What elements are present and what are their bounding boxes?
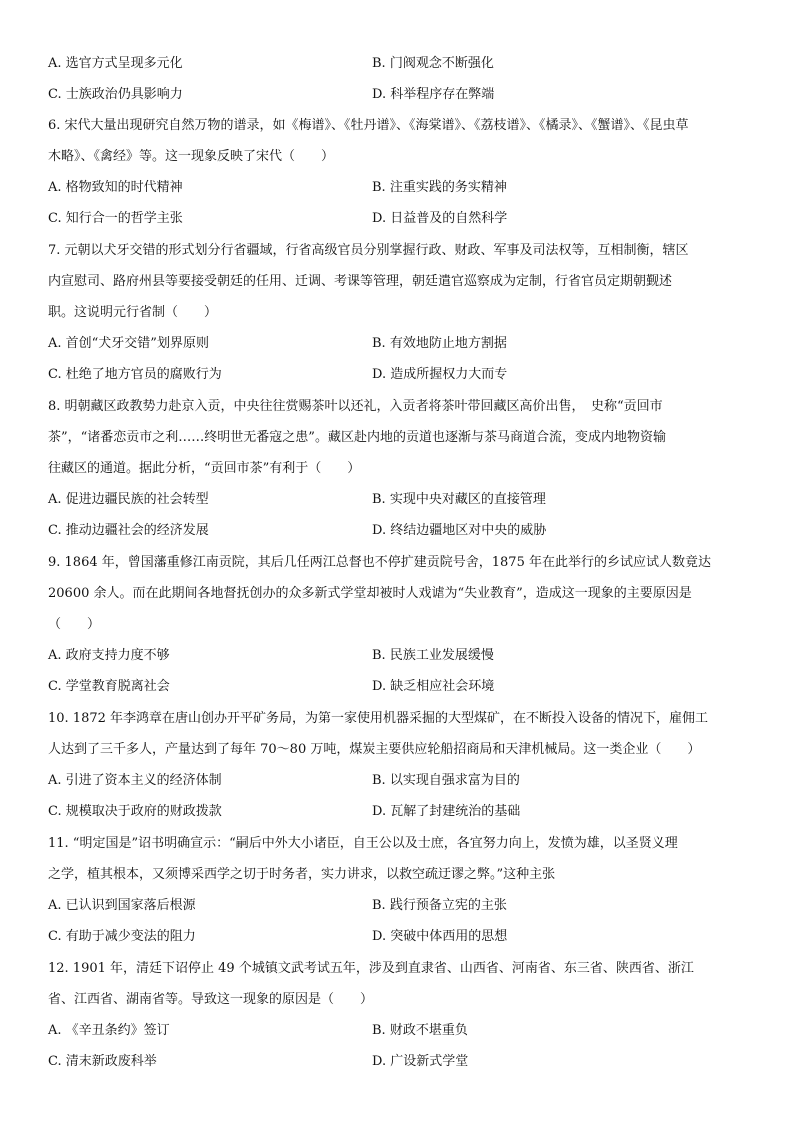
q7-option-a: A. 首创“犬牙交错”划界原则 [48,336,209,351]
q6-option-b: B. 注重实践的务实精神 [372,180,507,195]
q8-stem-line-1: 8. 明朝藏区政教势力赴京入贡，中央往往赏赐茶叶以还礼，入贡者将茶叶带回藏区高价出售， 史称“贡回市 [48,399,663,414]
q7-option-b: B. 有效地防止地方割据 [372,336,507,351]
q5-option-a: A. 选官方式呈现多元化 [48,56,183,71]
q8-option-c: C. 推动边疆社会的经济发展 [48,523,209,538]
q10-option-d: D. 瓦解了封建统治的基础 [372,804,521,819]
q11-option-b: B. 践行预备立宪的主张 [372,898,507,913]
q5-option-d: D. 科举程序存在弊端 [372,87,495,102]
q12-stem-line-1: 12. 1901 年，清廷下诏停止 49 个城镇文武考试五年，涉及到直隶省、山西省、河南省、东三省、陕西省、浙江 [48,961,694,976]
q6-stem-line-1: 6. 宋代大量出现研究自然万物的谱录，如《梅谱》、《牡丹谱》、《海棠谱》、《荔枝谱》、《橘录》、《蟹谱》、《昆虫草 [48,118,689,133]
q9-stem-line-3: （ ） [48,617,101,632]
q8-stem-line-2: 茶”，“诸番恋贡市之利……终明世无番寇之患”。藏区赴内地的贡道也逐渐与茶马商道合流，变成内地物资输 [48,430,666,445]
q7-stem-line-3: 职。这说明元行省制（ ） [48,305,218,320]
q10-option-a: A. 引进了资本主义的经济体制 [48,773,222,788]
q6-option-d: D. 日益普及的自然科学 [372,211,508,226]
q6-stem-line-2: 木略》、《禽经》等。这一现象反映了宋代（ ） [48,149,335,164]
q9-option-b: B. 民族工业发展缓慢 [372,648,494,663]
q8-option-a: A. 促进边疆民族的社会转型 [48,492,209,507]
q7-stem-line-2: 内宣慰司、路府州县等要接受朝廷的任用、迁调、考课等管理，朝廷遣官巡察成为定制，行省官员定期朝觐述 [48,274,673,289]
q7-stem-line-1: 7. 元朝以犬牙交错的形式划分行省疆域，行省高级官员分别掌握行政、财政、军事及司法权等，互相制衡，辖区 [48,243,689,258]
q9-stem-line-1: 9. 1864 年，曾国藩重修江南贡院，其后几任两江总督也不停扩建贡院号舍，1875 年在此举行的乡试应试人数竟达 [48,555,711,570]
q11-option-d: D. 突破中体西用的思想 [372,929,508,944]
q12-option-a: A. 《辛丑条约》签订 [48,1023,170,1038]
q6-option-c: C. 知行合一的哲学主张 [48,211,183,226]
q5-option-c: C. 士族政治仍具影响力 [48,87,183,102]
q10-stem-line-2: 人达到了三千多人，产量达到了每年 70～80 万吨，煤炭主要供应轮船招商局和天津机械局。这一类企业（ ） [48,742,701,757]
q9-option-a: A. 政府支持力度不够 [48,648,170,663]
q8-stem-line-3: 往藏区的通道。据此分析，“贡回市茶”有利于（ ） [48,461,361,476]
q8-option-d: D. 终结边疆地区对中央的威胁 [372,523,547,538]
q10-stem-line-1: 10. 1872 年李鸿章在唐山创办开平矿务局，为第一家使用机器采掘的大型煤矿，在不断投入设备的情况下，雇佣工 [48,711,709,726]
q12-option-d: D. 广设新式学堂 [372,1054,469,1069]
q9-option-c: C. 学堂教育脱离社会 [48,679,170,694]
q12-option-b: B. 财政不堪重负 [372,1023,468,1038]
q5-option-b: B. 门阀观念不断强化 [372,56,494,71]
q12-stem-line-2: 省、江西省、湖南省等。导致这一现象的原因是（ ） [48,992,374,1007]
q11-stem-line-1: 11. “明定国是”诏书明确宣示：“嗣后中外大小诸臣，自王公以及士庶，各宜努力向上，发愤为雄，以圣贤义理 [48,836,678,851]
q12-option-c: C. 清末新政废科举 [48,1054,157,1069]
q9-option-d: D. 缺乏相应社会环境 [372,679,495,694]
q7-option-d: D. 造成所握权力大而专 [372,367,508,382]
q10-option-b: B. 以实现自强求富为目的 [372,773,520,788]
q9-stem-line-2: 20600 余人。而在此期间各地督抚创办的众多新式学堂却被时人戏谑为“失业教育”，造成这一现象的主要原因是 [48,586,692,601]
q11-stem-line-2: 之学，植其根本，又须博采西学之切于时务者，实力讲求，以救空疏迂谬之弊。”这种主张 [48,867,556,882]
q7-option-c: C. 杜绝了地方官员的腐败行为 [48,367,222,382]
q11-option-c: C. 有助于减少变法的阻力 [48,929,196,944]
q10-option-c: C. 规模取决于政府的财政拨款 [48,804,222,819]
q11-option-a: A. 已认识到国家落后根源 [48,898,196,913]
q8-option-b: B. 实现中央对藏区的直接管理 [372,492,546,507]
q6-option-a: A. 格物致知的时代精神 [48,180,183,195]
